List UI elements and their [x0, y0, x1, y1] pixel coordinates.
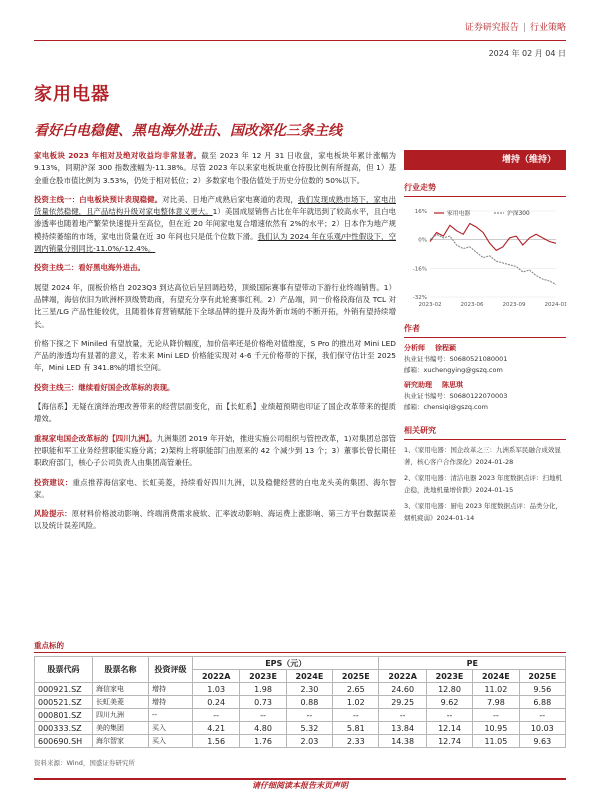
table-row: [35, 683, 566, 696]
pe-cell: 14.38: [379, 735, 426, 748]
related-research-list: [404, 444, 566, 524]
paragraph-10: [34, 508, 396, 533]
eps-cell: 5.81: [333, 722, 379, 735]
report-date: 2024 年 02 月 04 日: [488, 49, 566, 58]
eps-cell: --: [286, 709, 332, 722]
paragraph-lead: 风险提示：: [34, 509, 72, 519]
stock-code-cell: 600690.SH: [35, 735, 93, 748]
eps-cell: --: [240, 709, 286, 722]
pe-cell: 10.03: [519, 722, 565, 735]
year-header: 2023E: [240, 670, 286, 683]
table-divider: [34, 652, 566, 653]
analyst-role: 分析师: [404, 344, 425, 352]
year-header: 2024E: [286, 670, 332, 683]
year-header: 2022A: [193, 670, 240, 683]
eps-cell: 0.88: [286, 696, 332, 709]
eps-cell: 1.03: [193, 683, 240, 696]
eps-cell: 0.24: [193, 696, 240, 709]
legend-label: 沪深300: [507, 211, 530, 217]
y-tick-label: -16%: [412, 266, 427, 273]
header-divider: [34, 40, 566, 41]
stock-code-cell: 000333.SZ: [35, 722, 93, 735]
pe-cell: 24.60: [379, 683, 426, 696]
paragraph-6: [34, 382, 396, 394]
related-item[interactable]: 1、《家用电器：国企改革之三：九洲系军民融合成效显著，核心客户合作深化》2024-01-28: [404, 446, 561, 466]
x-tick-label: 2024-01: [544, 302, 566, 308]
paragraph-text: 1）美国成屋销售占比在年年就迅到了较高水平，且白电渗透率也随着地产繁荣快速提升至高位，但在近 20 年间家电复合增速依然有 2%的水平；2）日本作为地产规模持续萎缩的市场，家电出货量在近 30 年间也只是低个位数下滑。: [34, 207, 396, 241]
paragraph-lead: 投资主线一：白电板块预计表现稳健。: [34, 194, 163, 204]
pe-cell: 9.56: [519, 683, 565, 696]
stock-code-cell: 000801.SZ: [35, 709, 93, 722]
paragraph-text-underlined: 我们发现成熟市场下，家电出货量依然稳健，且产品结构升级对家电整体意义更大。: [34, 194, 396, 217]
eps-cell: 1.02: [333, 696, 379, 709]
y-tick-label: -32%: [412, 295, 427, 301]
eps-cell: 4.21: [193, 722, 240, 735]
pe-cell: 9.62: [426, 696, 472, 709]
analyst-email[interactable]: 邮箱：chensiqi@gszq.com: [404, 403, 488, 411]
table-row: [35, 735, 566, 748]
trend-chart-svg: [404, 201, 566, 311]
related-section-title: 相关研究: [404, 425, 566, 440]
year-header: 2022A: [379, 670, 426, 683]
eps-cell: 1.98: [240, 683, 286, 696]
analyst-role: 研究助理: [404, 381, 432, 389]
stock-name-cell: 四川九洲: [93, 709, 149, 722]
analyst-1: [404, 343, 566, 376]
paragraph-3: [34, 262, 396, 274]
paragraph-lead: 投资主线二：看好黑电海外进击。: [34, 263, 145, 273]
eps-cell: 2.03: [286, 735, 332, 748]
paragraph-text: 原材料价格波动影响、终端消费需求疲软、汇率波动影响、海运费上涨影响、第三方平台数据误差以及统计误差风险。: [34, 509, 396, 531]
year-header: 2024E: [473, 670, 519, 683]
paragraph-2: [34, 194, 396, 255]
series-line-1: [430, 234, 556, 284]
stock-name-cell: 海信家电: [93, 683, 149, 696]
trend-chart: [404, 201, 566, 311]
analyst-name: 陈思琪: [442, 381, 463, 389]
trend-section-title: 行业走势: [404, 182, 566, 197]
paragraph-text: 【海信系】无疑在演绎治理改善带来的经营层面变化，而【长虹系】业绩超预期也印证了国企改革带来的提质增效。: [34, 402, 396, 424]
report-header: 证券研究报告 | 行业策略: [464, 23, 566, 33]
pe-cell: --: [379, 709, 426, 722]
y-tick-label: 0%: [418, 237, 427, 244]
rating-badge: 增持（维持）: [404, 150, 566, 170]
pe-cell: 12.80: [426, 683, 472, 696]
col-header-name: 股票名称: [93, 657, 149, 683]
report-category: 行业策略: [529, 23, 566, 33]
stock-code-cell: 000921.SZ: [35, 683, 93, 696]
rating-cell: --: [149, 709, 193, 722]
eps-cell: --: [333, 709, 379, 722]
eps-cell: 1.56: [193, 735, 240, 748]
x-tick-label: 2023-09: [502, 302, 526, 308]
col-header-eps: EPS（元）: [193, 657, 379, 670]
paragraph-text: 截至 2023 年 12 月 31 日收盘，家电板块年累计涨幅为 9.13%，同期沪深 300 指数涨幅为-11.38%。尽管 2023 年以来家电板块重仓持股比例有所提高，但 1）基金重仓股市值比例为 3.53%，仍处于相对低位；2）多数家电个股估值处于历史分位数的 50%以下。: [34, 151, 397, 185]
table-row: [35, 709, 566, 722]
col-header-rating: 投资评级: [149, 657, 193, 683]
legend-label: 家用电器: [447, 211, 471, 217]
paragraph-lead: 家电板块 2023 年相对及绝对收益均非常显著。: [34, 151, 202, 160]
pe-cell: --: [473, 709, 519, 722]
pe-cell: 9.63: [519, 735, 565, 748]
eps-cell: --: [193, 709, 240, 722]
table-body: [35, 683, 566, 748]
rating-cell: 增持: [149, 683, 193, 696]
pe-cell: 11.05: [473, 735, 519, 748]
analyst-cert: 执业证书编号：S0680122070003: [404, 392, 508, 400]
sidebar: [404, 150, 566, 524]
pe-cell: --: [519, 709, 565, 722]
analyst-2: [404, 380, 566, 413]
stock-name-cell: 美的集团: [93, 722, 149, 735]
footer-disclaimer: 请仔细阅读本报告末页声明: [252, 781, 348, 790]
report-type: 证券研究报告: [464, 23, 519, 33]
rating-cell: 买入: [149, 735, 193, 748]
paragraph-text: 九洲集团 2019 年开始，推进实施公司组织与管控改革，1)对集团总部管控职能和军工业务经营职能实施分离；2)架构上将职能部门由原来的 42 个减少到 13 个；3）董事长曾长期任职政府部门，核心子公司负责人由集团高管兼任。: [34, 433, 396, 468]
paragraph-text: 价格下探之下 Miniled 有望放量，无论从降价幅度，加价倍率还是价格绝对值维度，S Pro 的推出对 Mini LED 产品的渗透均有显著的意义，若未来 Mini LED 价格能实现对 4-6 千元价格带的下探，我们保守估计至 2025 年，Mini LED 有 341.8%的增长空间。: [34, 338, 396, 373]
paragraph-4: [34, 282, 396, 331]
x-tick-label: 2023-06: [460, 302, 484, 308]
paragraph-9: [34, 477, 396, 502]
paragraph-text: 展望 2024 年，面板价格自 2023Q3 到达高位后呈回调趋势，顶級国际赛事有望带动下游行业终端销售。1）品牌端，海信依旧为欧洲杯顶级赞助商，有望充分享有此轮赛事红利。2）产品端，同一价格段海信及 TCL 对比三星/LG 产品性能较优，且随着体育营销赋能下全球品牌的提升及海外新市场的不断开拓，外销有望持续增长。: [34, 282, 396, 329]
table-source: 资料来源：Wind，国盛证券研究所: [34, 759, 135, 767]
pe-cell: 12.74: [426, 735, 472, 748]
pe-cell: --: [426, 709, 472, 722]
eps-cell: 2.30: [286, 683, 332, 696]
key-stocks-table: [34, 656, 566, 748]
pe-cell: 7.98: [473, 696, 519, 709]
pe-cell: 10.95: [473, 722, 519, 735]
eps-cell: 0.73: [240, 696, 286, 709]
y-tick-label: 16%: [414, 209, 427, 215]
report-title: 看好白电稳健、黑电海外进击、国改深化三条主线: [34, 123, 342, 139]
table-label: 重点标的: [34, 641, 64, 650]
pe-cell: 29.25: [379, 696, 426, 709]
paragraph-lead: 投资建议：: [34, 477, 73, 487]
paragraph-text-underlined: 我们认为 2024 年在乐观/中性假设下，空调内销量分别同比-11.0%/-12.4%。: [34, 231, 396, 254]
eps-cell: 1.76: [240, 735, 286, 748]
year-header: 2025E: [333, 670, 379, 683]
related-item[interactable]: 2、《家用电器：清洁电器 2023 年度数据点评：扫地机企稳，洗地机量增价跌》2024-01-15: [404, 474, 563, 494]
year-header: 2025E: [519, 670, 565, 683]
table-row: [35, 722, 566, 735]
related-item[interactable]: 3、《家用电器：厨电 2023 年度数据点评：品类分化，烟机疲弱》2024-01-14: [404, 502, 563, 522]
pe-cell: 12.14: [426, 722, 472, 735]
stock-name-cell: 长虹美菱: [93, 696, 149, 709]
col-header-code: 股票代码: [35, 657, 93, 683]
paragraph-text: 对比美、日地产成熟后家电赛道的表现，: [162, 194, 299, 204]
paragraph-7: [34, 401, 396, 426]
paragraph-lead: 重视家电国企改革标的【四川九洲】。: [34, 433, 157, 443]
analyst-name-line: [404, 343, 566, 354]
analyst-name: 徐程颖: [435, 344, 456, 352]
pe-cell: 13.84: [379, 722, 426, 735]
pe-cell: 6.88: [519, 696, 565, 709]
analyst-email[interactable]: 邮箱：xuchengying@gszq.com: [404, 366, 503, 374]
paragraph-8: [34, 433, 396, 470]
analyst-cert: 执业证书编号：S0680521080001: [404, 355, 508, 363]
rating-cell: 买入: [149, 722, 193, 735]
col-header-pe: PE: [379, 657, 566, 670]
eps-cell: 2.65: [333, 683, 379, 696]
stock-code-cell: 000521.SZ: [35, 696, 93, 709]
series-line-0: [430, 224, 556, 251]
year-header: 2023E: [426, 670, 472, 683]
pe-cell: 11.02: [473, 683, 519, 696]
paragraph-1: [34, 150, 396, 187]
industry-title: 家用电器: [34, 84, 110, 105]
x-tick-label: 2023-02: [418, 302, 442, 308]
table-row: [35, 696, 566, 709]
stock-name-cell: 海尔智家: [93, 735, 149, 748]
report-body: [34, 150, 396, 540]
paragraph-lead: 投资主线三：继续看好国企改革标的表现。: [34, 382, 175, 392]
eps-cell: 2.33: [333, 735, 379, 748]
paragraph-5: [34, 338, 396, 375]
author-section-title: 作者: [404, 323, 566, 338]
rating-cell: 增持: [149, 696, 193, 709]
eps-cell: 5.32: [286, 722, 332, 735]
paragraph-text: 重点推荐海信家电、长虹美菱，持续看好四川九洲，以及稳健经营的白电龙头美的集团、海尔智家。: [34, 477, 396, 499]
eps-cell: 4.80: [240, 722, 286, 735]
analyst-name-line: [404, 380, 566, 391]
